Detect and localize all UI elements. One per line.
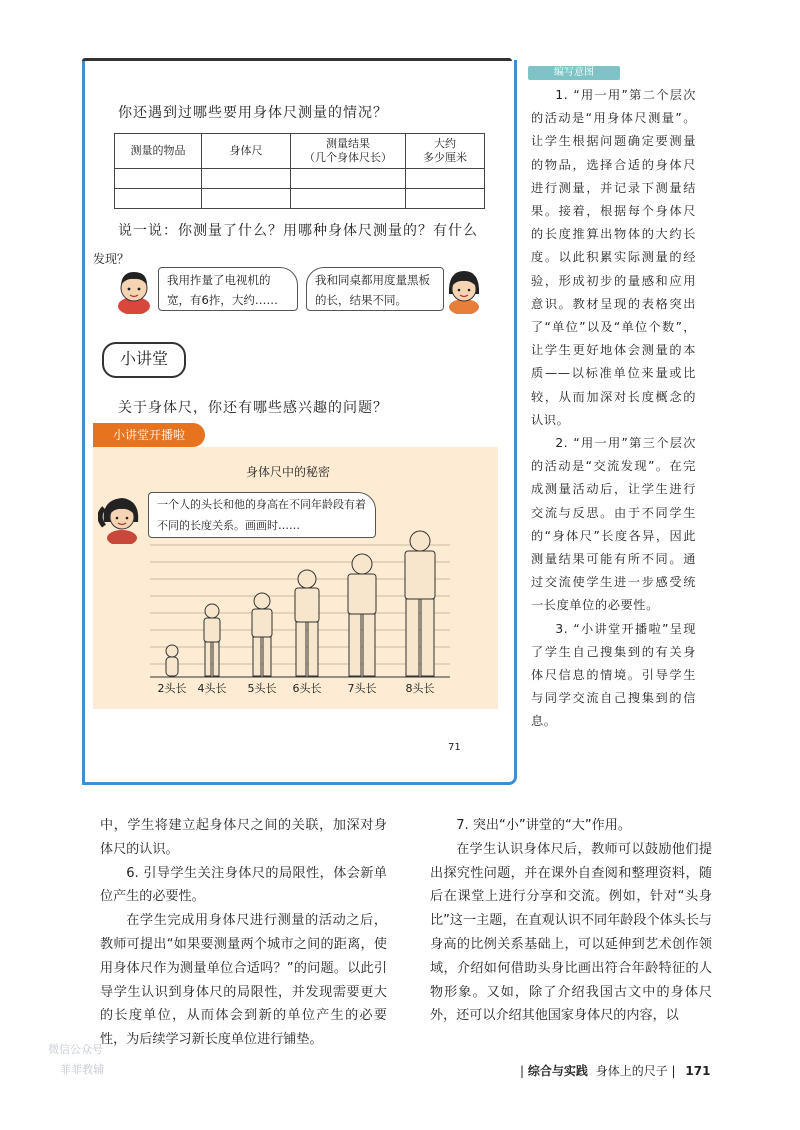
guide-paragraph: 中，学生将建立起身体尺之间的关联，加深对身体尺的认识。 (100, 818, 387, 857)
table-cell (406, 189, 485, 209)
figure-6-heads (295, 570, 319, 676)
watermark-line: 菲菲教辅 (60, 1063, 104, 1076)
footer-section: 综合与实践 (527, 1064, 588, 1078)
footer-chapter: 身体上的尺子 (595, 1064, 668, 1078)
table-row (115, 169, 485, 189)
sidebar-paragraph: 1. “用一用”第二个层次的活动是“用身体尺测量”。让学生根据问题确定要测量的物品，选择合适的身体尺进行测量，并记录下测量结果。接着，根据每个身体尺的长度推算出物体的大约长度。以此积累实际测量的经验，形成初步的量感和应用意识。教材呈现的表格突出了“单位”以及“单位个数”，让学生更好地体会测量的本质——以标准单位来量或比较，从而加深对长度概念的认识。 (531, 88, 696, 427)
footer-page-number: 171 (685, 1064, 711, 1078)
figure-label: 4头长 (197, 682, 227, 695)
sidebar-paragraph: 2. “用一用”第三个层次的活动是“交流发现”。在完成测量活动后，让学生进行交流与反思。由于不同学生的“身体尺”长度各异，因此测量结果可能有所不同。通过交流使学生进一步感受统一长度单位的必要性。 (531, 436, 696, 613)
table-header-result: 测量结果 （几个身体尺长） (291, 134, 406, 169)
figure-label: 8头长 (405, 682, 435, 695)
radio-section-tab: 小讲堂开播啦 (93, 423, 205, 447)
watermark (48, 1040, 104, 1080)
guide-paragraph: 在学生完成用身体尺进行测量的活动之后，教师可提出“如果要测量两个城市之间的距离，使用身体尺作为测量单位合适吗？”的问题。以此引导学生认识到身体尺的局限性，并发现需要更大的长度单位，从而体会到新的单位产生的必要性，为后续学习新长度单位进行铺垫。 (100, 913, 387, 1048)
sidebar-text (531, 84, 696, 734)
table-header-cm: 大约 多少厘米 (406, 134, 485, 169)
figure-8-heads (405, 531, 435, 676)
question-1: 你还遇到过哪些要用身体尺测量的情况？ (118, 105, 388, 121)
girl-avatar (444, 266, 484, 314)
table-header-body-ruler: 身体尺 (202, 134, 291, 169)
body-proportion-figures (150, 527, 450, 679)
table-cell (291, 169, 406, 189)
measurement-table (114, 133, 485, 209)
table-cell (291, 189, 406, 209)
figure-label: 5头长 (247, 682, 277, 695)
figure-7-heads (348, 554, 376, 676)
boy-speech-bubble: 我用拃量了电视机的宽，有6拃，大约…… (158, 267, 298, 311)
lecture-heading: 小讲堂 (102, 342, 186, 378)
question-2: 关于身体尺，你还有哪些感兴趣的问题？ (118, 400, 388, 416)
figure-5-heads (252, 593, 272, 676)
presenter-speech-bubble: 一个人的头长和他的身高在不同年龄段有着不同的长度关系。画画时…… (148, 492, 376, 538)
sidebar-paragraph: 3. “小讲堂开播啦”呈现了学生自己搜集到的有关身体尺信息的情境。引导学生与同学交流自己搜集到的信息。 (531, 621, 696, 729)
inner-page-number: 71 (448, 742, 461, 753)
table-row (115, 189, 485, 209)
watermark-line: 微信公众号 (48, 1043, 103, 1056)
discussion-prompt-line-1: 说一说：你测量了什么？用哪种身体尺测量的？有什么 (118, 223, 478, 239)
table-cell (406, 169, 485, 189)
boy-avatar (114, 266, 154, 314)
sidebar-tag: 编写意图 (528, 66, 620, 80)
guide-paragraph: 7. 突出“小”讲堂的“大”作用。 (456, 818, 631, 833)
radio-section-heading: 身体尺中的秘密 (246, 465, 331, 479)
figure-4-heads (204, 604, 220, 676)
figure-2-heads (166, 645, 178, 676)
figure-label: 7头长 (347, 682, 377, 695)
guide-paragraph: 6. 引导学生关注身体尺的局限性，体会新单位产生的必要性。 (100, 865, 387, 905)
figure-label: 6头长 (292, 682, 322, 695)
guide-column-right (430, 814, 712, 1028)
presenter-girl-avatar (98, 492, 144, 544)
table-cell (202, 189, 291, 209)
guide-column-left (100, 814, 387, 1052)
table-cell (115, 189, 202, 209)
table-header-item: 测量的物品 (115, 134, 202, 169)
table-cell (115, 169, 202, 189)
table-cell (202, 169, 291, 189)
guide-paragraph: 在学生认识身体尺后，教师可以鼓励他们提出探究性问题，并在课外自查阅和整理资料，随后在课堂上进行分享和交流。例如，针对“头身比”这一主题，在直观认识不同年龄段个体头长与身高的比例关系基础上，可以延伸到艺术创作领域，介绍如何借助头身比画出符合年龄特征的人物形象。又如，除了介绍我国古文中的身体尺外，还可以介绍其他国家身体尺的内容，以 (430, 841, 712, 1024)
discussion-prompt-line-2: 发现？ (93, 252, 130, 266)
figure-label: 2头长 (157, 682, 187, 695)
girl-speech-bubble: 我和同桌都用度量黑板的长，结果不同。 (306, 267, 444, 311)
page-footer: | 综合与实践 身体上的尺子 | 171 (520, 1064, 711, 1078)
